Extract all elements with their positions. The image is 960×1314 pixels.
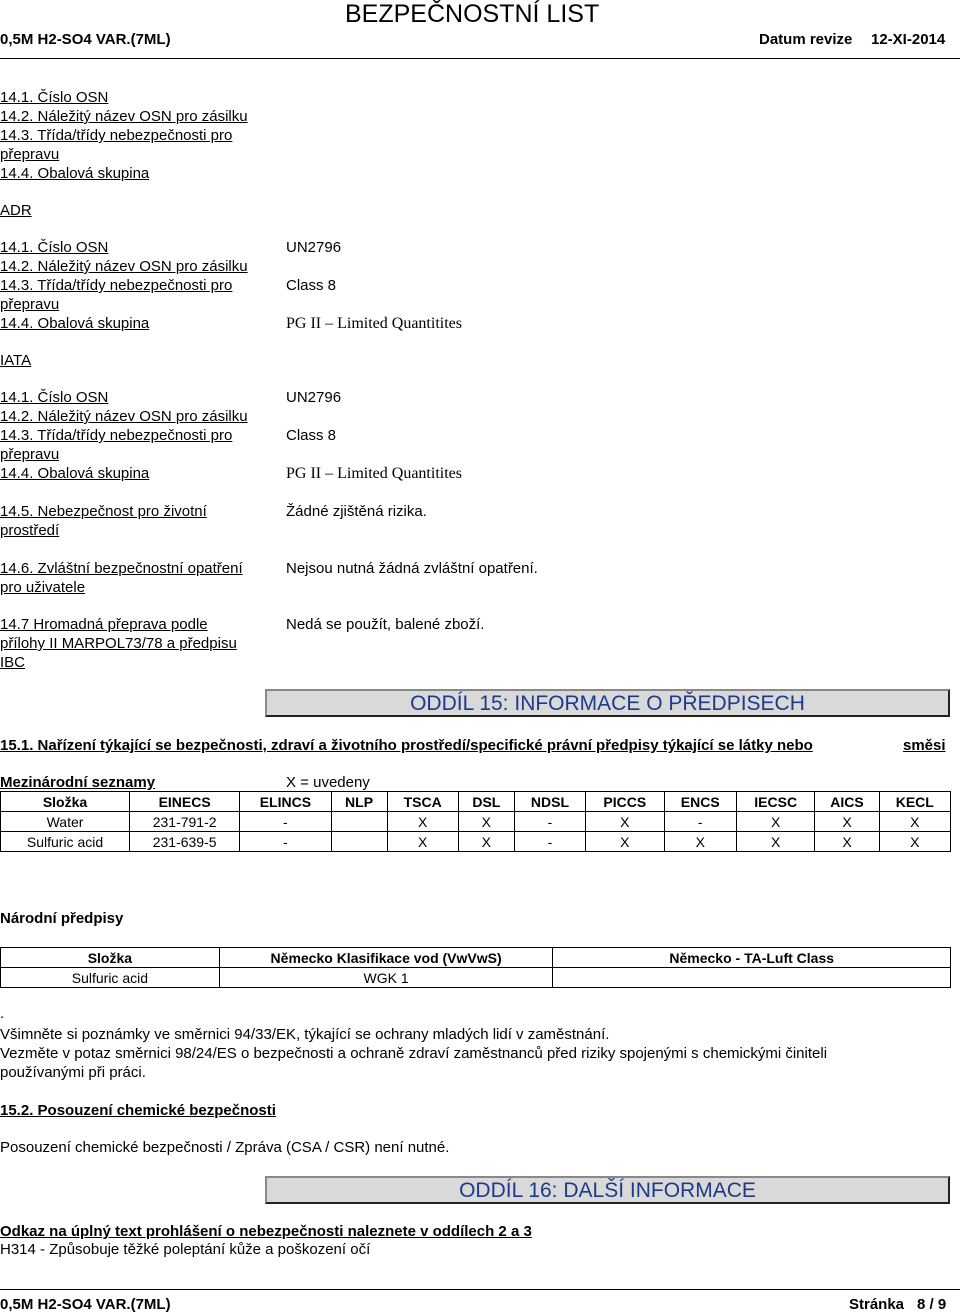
column-header: EINECS <box>130 792 240 812</box>
adr-un-label: 14.1. Číslo OSN <box>0 239 109 256</box>
table-cell: - <box>664 812 736 832</box>
h314-statement: H314 - Způsobuje těžké poleptání kůže a poškození očí <box>0 1241 371 1258</box>
marpol-label-2: přílohy II MARPOL73/78 a předpisu <box>0 635 237 652</box>
table-cell: WGK 1 <box>219 968 553 988</box>
packing-group-label: 14.4. Obalová skupina <box>0 165 150 182</box>
user-precautions-label-2: pro uživatele <box>0 579 86 596</box>
table-header-row <box>1 792 951 812</box>
table-cell: 231-791-2 <box>130 812 240 832</box>
adr-name-label: 14.2. Náležitý název OSN pro zásilku <box>0 258 248 275</box>
table-cell: - <box>514 812 585 832</box>
footer-product: 0,5M H2-SO4 VAR.(7ML) <box>0 1296 171 1313</box>
hazard-statements-ref: Odkaz na úplný text prohlášení o nebezpečnosti naleznete v oddílech 2 a 3 <box>0 1223 532 1240</box>
hazard-class-label-2: přepravu <box>0 146 60 163</box>
table-cell: X <box>387 812 458 832</box>
national-regs-label: Národní předpisy <box>0 910 124 927</box>
note-chemical-agents: Vezměte v potaz směrnici 98/24/ES o bezpečnosti a ochraně zdraví zaměstnanců před riziky spojenými s chemickými činiteli <box>0 1045 828 1062</box>
marpol-value: Nedá se použít, balené zboží. <box>286 616 485 633</box>
iata-pg-label: 14.4. Obalová skupina <box>0 465 150 482</box>
iata-pg-value: PG II – Limited Quantitites <box>286 465 462 482</box>
iata-class-label-2: přepravu <box>0 446 60 463</box>
s152-text: Posouzení chemické bezpečnosti / Zpráva (CSA / CSR) není nutné. <box>0 1139 450 1156</box>
iata-name-label: 14.2. Náležitý název OSN pro zásilku <box>0 408 248 425</box>
iata-un-value: UN2796 <box>286 389 342 406</box>
revision-label: Datum revize <box>759 31 853 48</box>
table-cell: 231-639-5 <box>130 832 240 852</box>
intl-inventory-table <box>0 791 951 852</box>
column-header: Složka <box>1 792 130 812</box>
column-header: NDSL <box>514 792 585 812</box>
column-header: KECL <box>879 792 950 812</box>
table-cell <box>553 968 951 988</box>
column-header: Německo - TA-Luft Class <box>553 948 951 968</box>
dot-text: . <box>0 1005 5 1022</box>
table-cell: X <box>387 832 458 852</box>
column-header: DSL <box>458 792 514 812</box>
table-cell: X <box>879 832 950 852</box>
s152-heading: 15.2. Posouzení chemické bezpečnosti <box>0 1102 276 1119</box>
column-header: Německo Klasifikace vod (VwVwS) <box>219 948 553 968</box>
table-header-row <box>1 948 951 968</box>
adr-class-value: Class 8 <box>286 277 337 294</box>
user-precautions-value: Nejsou nutná žádná zvláštní opatření. <box>286 560 538 577</box>
header-divider <box>0 58 960 59</box>
adr-heading: ADR <box>0 202 32 219</box>
table-cell <box>331 812 387 832</box>
iata-un-label: 14.1. Číslo OSN <box>0 389 109 406</box>
user-precautions-label: 14.6. Zvláštní bezpečnostní opatření <box>0 560 243 577</box>
env-hazard-value: Žádné zjištěná rizika. <box>286 503 427 520</box>
intl-lists-label: Mezinárodní seznamy <box>0 774 156 791</box>
table-cell: X <box>737 832 815 852</box>
column-header: ELINCS <box>240 792 331 812</box>
table-cell: X <box>586 832 664 852</box>
adr-class-label-2: přepravu <box>0 296 60 313</box>
table-cell: Water <box>1 812 130 832</box>
table-cell: Sulfuric acid <box>1 968 220 988</box>
iata-class-value: Class 8 <box>286 427 337 444</box>
section-15-banner: ODDÍL 15: INFORMACE O PŘEDPISECH <box>265 689 950 717</box>
env-hazard-label-2: prostředí <box>0 522 60 539</box>
iata-heading: IATA <box>0 352 32 369</box>
adr-pg-value: PG II – Limited Quantitites <box>286 315 462 332</box>
intl-legend: X = uvedeny <box>286 774 370 791</box>
note-chemical-agents-2: používanými při práci. <box>0 1064 146 1081</box>
national-regs-table <box>0 947 951 988</box>
footer-divider <box>0 1289 960 1290</box>
table-cell: - <box>240 832 331 852</box>
table-cell <box>331 832 387 852</box>
column-header: IECSC <box>737 792 815 812</box>
s151-heading-end: směsi <box>903 737 946 754</box>
table-cell: X <box>458 812 514 832</box>
column-header: NLP <box>331 792 387 812</box>
table-cell: X <box>664 832 736 852</box>
table-cell: X <box>815 812 879 832</box>
s151-heading: 15.1. Nařízení týkající se bezpečnosti, zdraví a životního prostředí/specifické právní předpisy týkající se látky nebo <box>0 737 813 754</box>
adr-un-value: UN2796 <box>286 239 342 256</box>
column-header: Složka <box>1 948 220 968</box>
doc-title: BEZPEČNOSTNÍ LIST <box>345 0 600 28</box>
column-header: AICS <box>815 792 879 812</box>
marpol-label-3: IBC <box>0 654 26 671</box>
column-header: PICCS <box>586 792 664 812</box>
table-cell: Sulfuric acid <box>1 832 130 852</box>
section-16-banner: ODDÍL 16: DALŠÍ INFORMACE <box>265 1176 950 1204</box>
un-number-label: 14.1. Číslo OSN <box>0 89 109 106</box>
table-cell: - <box>240 812 331 832</box>
table-cell: X <box>458 832 514 852</box>
table-cell: X <box>586 812 664 832</box>
adr-class-label: 14.3. Třída/třídy nebezpečnosti pro <box>0 277 233 294</box>
table-cell: X <box>879 812 950 832</box>
product-name: 0,5M H2-SO4 VAR.(7ML) <box>0 31 171 48</box>
iata-class-label: 14.3. Třída/třídy nebezpečnosti pro <box>0 427 233 444</box>
column-header: TSCA <box>387 792 458 812</box>
env-hazard-label: 14.5. Nebezpečnost pro životní <box>0 503 207 520</box>
note-young-people: Všimněte si poznámky ve směrnici 94/33/EK, týkající se ochrany mladých lidí v zaměstnání. <box>0 1026 610 1043</box>
footer-page-number: 8 / 9 <box>917 1296 947 1313</box>
shipping-name-label: 14.2. Náležitý název OSN pro zásilku <box>0 108 248 125</box>
table-row <box>1 968 951 988</box>
marpol-label: 14.7 Hromadná přeprava podle <box>0 616 208 633</box>
table-cell: X <box>737 812 815 832</box>
table-cell: - <box>514 832 585 852</box>
footer-page-label: Stránka <box>849 1296 905 1313</box>
table-row <box>1 832 951 852</box>
table-cell: X <box>815 832 879 852</box>
adr-pg-label: 14.4. Obalová skupina <box>0 315 150 332</box>
table-row <box>1 812 951 832</box>
column-header: ENCS <box>664 792 736 812</box>
revision-date: 12-XI-2014 <box>871 31 946 48</box>
hazard-class-label: 14.3. Třída/třídy nebezpečnosti pro <box>0 127 233 144</box>
